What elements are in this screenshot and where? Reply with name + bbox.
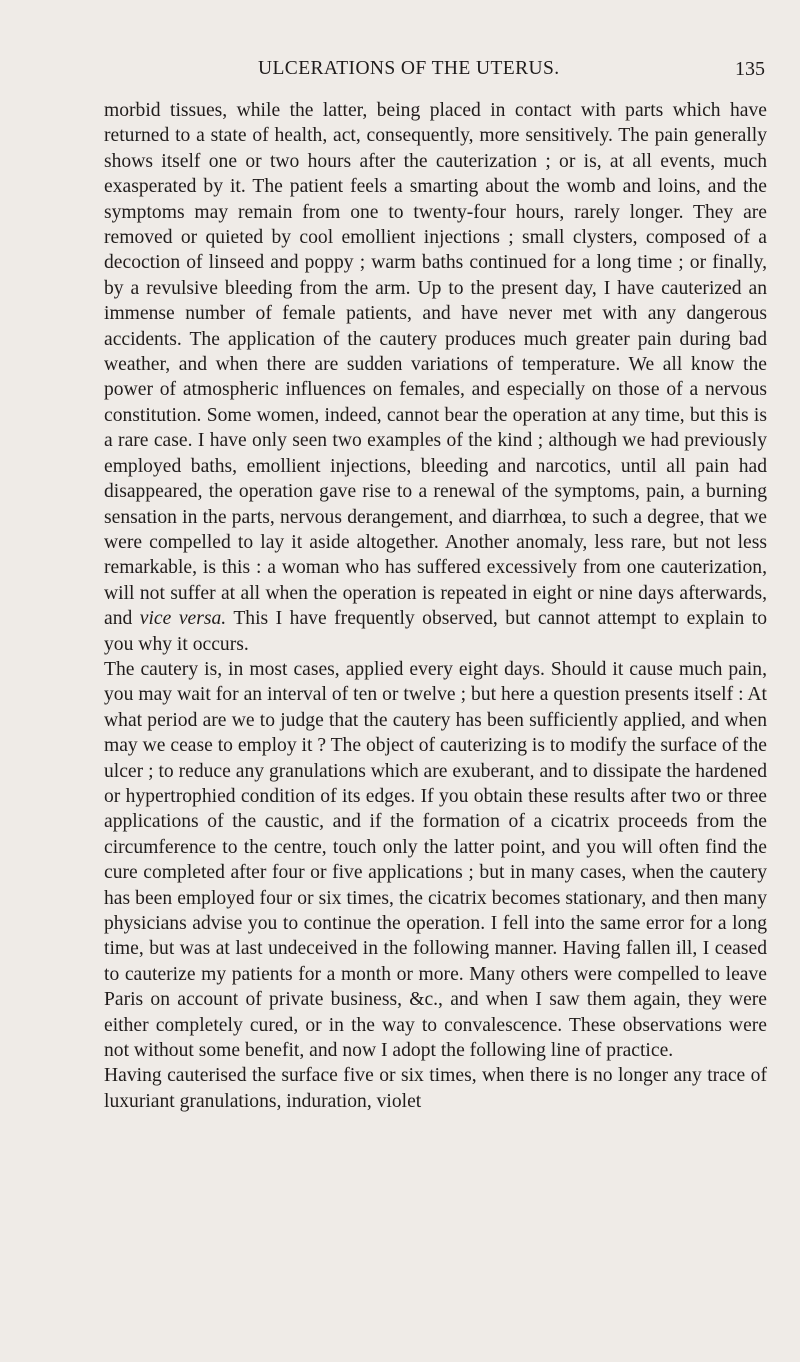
paragraph — [104, 1063, 767, 1114]
paragraph — [104, 98, 767, 657]
paragraph — [104, 657, 767, 1064]
running-head — [105, 58, 765, 86]
italic-phrase: vice versa. — [139, 608, 227, 630]
running-title: ULCERATIONS OF THE UTERUS. — [258, 58, 560, 79]
paragraph-text: The cautery is, in most cases, applied every eight days. Should it cause much pain, you may wait for an interval of ten or twelve ; but here a question presents itself : At what period are we to judge that the cautery has been sufficiently applied, and when may we cease to employ it ? The object of cauterizing is to modify the surface of the ulcer ; to reduce any granulations which are exuberant, and to dissipate the hardened or hypertrophied condition of its edges. If you obtain these results after two or three applications of the caustic, and if the formation of a cicatrix proceeds from the circumference to the centre, touch only the latter point, and you will often find the cure completed after four or five applications ; but in many cases, when the cautery has been employed four or six times, the cicatrix becomes stationary, and then many physicians advise you to continue the operation. I fell into the same error for a long time, but was at last undeceived in the following manner. Having fallen ill, I ceased to cauterize my patients for a month or more. Many others were compelled to leave Paris on account of private business, &c., and when I saw them again, they were either completely cured, or in the way to convalescence. These observations were not without some benefit, and now I adopt the following line of practice. — [104, 658, 767, 1062]
paragraph-text: Having cauterised the surface five or six times, when there is no longer any trace of luxuriant granulations, induration, violet — [104, 1065, 767, 1112]
body-text — [104, 98, 767, 1114]
paragraph-text: morbid tissues, while the latter, being placed in contact with parts which have returned to a state of health, act, consequently, more sensitively. The pain generally shows itself one or two hours after the cauterization ; or is, at all events, much exasperated by it. The patient feels a smarting about the womb and loins, and the symptoms may remain from one to twenty-four hours, rarely longer. They are removed or quieted by cool emollient injections ; small clysters, composed of a decoction of linseed and poppy ; warm baths continued for a long time ; or finally, by a revulsive bleeding from the arm. Up to the present day, I have cauterized an immense number of female patients, and have never met with any dangerous accidents. The application of the cautery produces much greater pain during bad weather, and when there are sudden variations of temperature. We all know the power of atmospheric influences on females, and especially on those of a nervous constitution. Some women, indeed, cannot bear the operation at any time, but this is a rare case. I have only seen two examples of the kind ; although we had previously employed baths, emollient injections, bleeding and narcotics, until all pain had disappeared, the operation gave rise to a renewal of the symptoms, pain, a burning sensation in the parts, nervous derangement, and diarrhœa, to such a degree, that we were compelled to lay it aside altogether. Another anomaly, less rare, but not less remarkable, is this : a woman who has suffered excessively from one cauterization, will not suffer at all when the operation is repeated in eight or nine days afterwards, and — [104, 100, 767, 630]
page-number: 135 — [735, 58, 765, 80]
paragraph-text-continued: This I have frequently observed, but cannot attempt to explain to you why it occurs. — [104, 608, 767, 655]
